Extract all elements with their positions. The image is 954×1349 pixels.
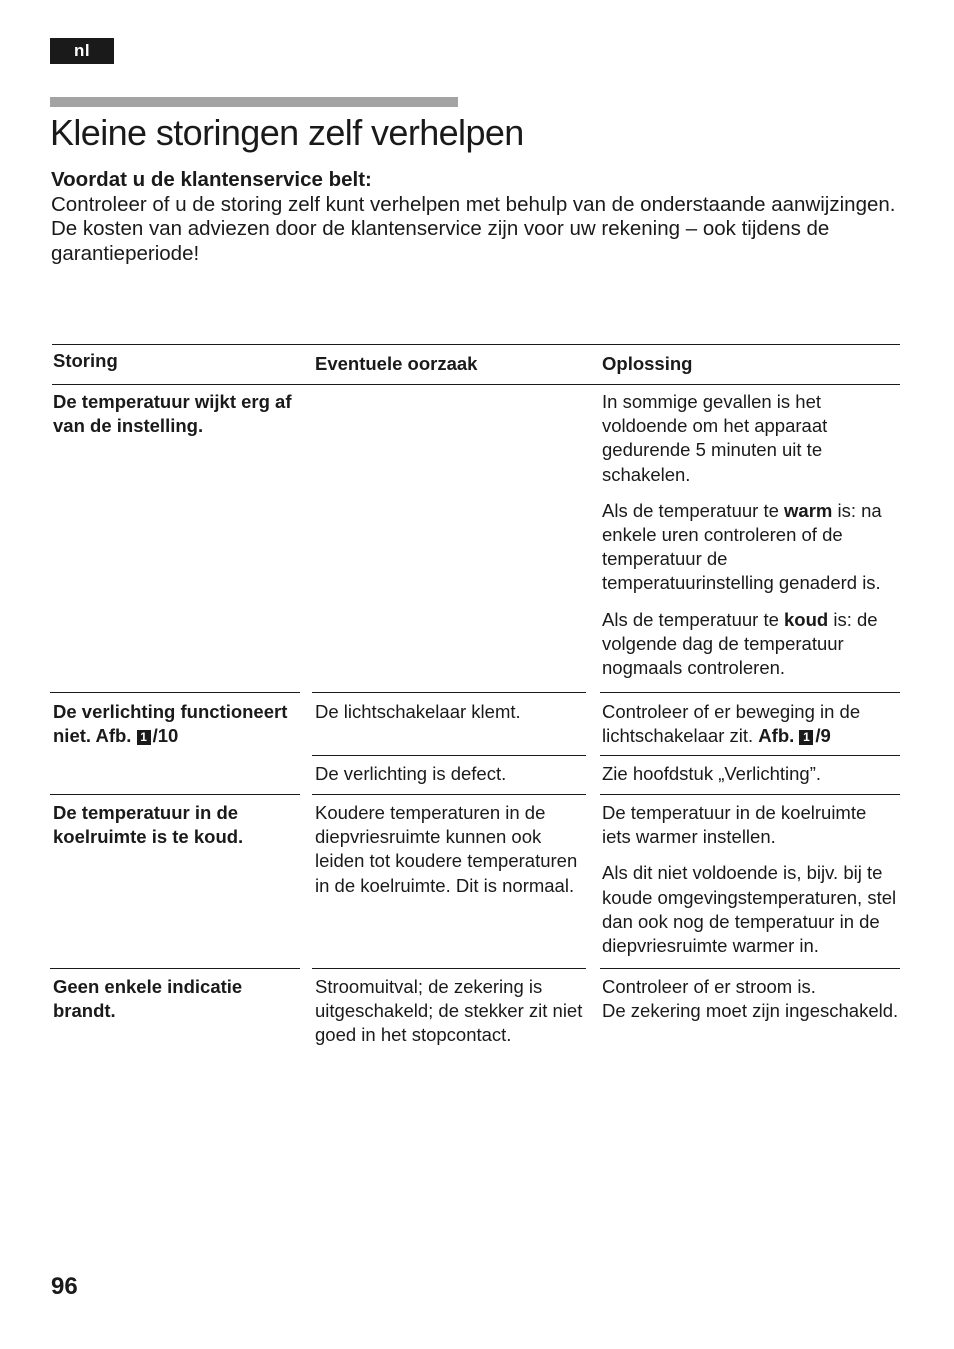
intro-paragraph-2: De kosten van adviezen door de klantenservice zijn voor uw rekening – ook tijdens de garantieperiode! [51,217,830,265]
row4-storing: Geen enkele indicatie brandt. [53,976,243,1022]
divider [312,968,586,969]
header-oplossing: Oplossing [602,353,693,374]
table-header [52,344,900,385]
row2-storing: De verlichting functioneert niet. Afb. 1 /10 [53,701,288,747]
figure-number-badge: 1 [799,730,813,745]
intro-paragraph-1: Controleer of u de storing zelf kunt verhelpen met behulp van de onderstaande aanwijzingen. [51,192,896,216]
divider [50,692,300,693]
row2a-oorzaak: De lichtschakelaar klemt. [315,701,521,722]
divider [312,794,586,795]
language-tab: nl [50,38,114,64]
figure-number-badge: 1 [137,730,151,745]
row3-oplossing-p2: Als dit niet voldoende is, bijv. bij te koude omgevingstemperaturen, stel dan ook nog de temperatuur in de diepvriesruimte warmer in. [602,862,897,957]
intro-block [51,168,901,266]
divider [50,794,300,795]
row1-oplossing-p3: Als de temperatuur te koud is: de volgende dag de temperatuur nogmaals controleren. [602,608,878,679]
page-title: Kleine storingen zelf verhelpen [50,112,524,153]
row4-oplossing-line1: Controleer of er stroom is. [602,976,816,997]
row3-oorzaak: Koudere temperaturen in de diepvriesruimte kunnen ook leiden tot koudere temperaturen in de koelruimte. Dit is normaal. [315,802,578,896]
row1-oplossing-p1: In sommige gevallen is het voldoende om het apparaat gedurende 5 minuten uit te schakelen. [602,391,828,485]
divider [312,755,586,756]
divider [312,692,586,693]
divider [600,755,900,756]
row4-oorzaak: Stroomuitval; de zekering is uitgeschakeld; de stekker zit niet goed in het stopcontact. [315,976,583,1046]
header-oorzaak: Eventuele oorzaak [315,353,478,374]
page-number: 96 [51,1273,78,1300]
divider [600,692,900,693]
row4-oplossing-line2: De zekering moet zijn ingeschakeld. [602,1000,899,1022]
row1-oplossing [602,390,900,680]
header-storing: Storing [53,350,118,371]
divider [600,968,900,969]
row4-oplossing [602,975,900,1023]
row3-storing: De temperatuur in de koelruimte is te koud. [53,802,244,848]
row3-oplossing-p1: De temperatuur in de koelruimte iets warmer instellen. [602,802,867,848]
intro-lead: Voordat u de klantenservice belt: [51,168,372,191]
divider [600,794,900,795]
row1-oplossing-p2: Als de temperatuur te warm is: na enkele uren controleren of de temperatuur de temperatuurinstelling genaderd is. [602,499,882,594]
row1-storing: De temperatuur wijkt erg af van de instelling. [53,391,292,437]
row2b-oorzaak: De verlichting is defect. [315,763,507,784]
title-rule [50,97,458,107]
divider [50,968,300,969]
row2a-oplossing: Controleer of er beweging in de lichtschakelaar zit. Afb. 1 /9 [602,701,861,747]
row2b-oplossing: Zie hoofdstuk „Verlichting”. [602,763,822,784]
row3-oplossing [602,801,900,958]
